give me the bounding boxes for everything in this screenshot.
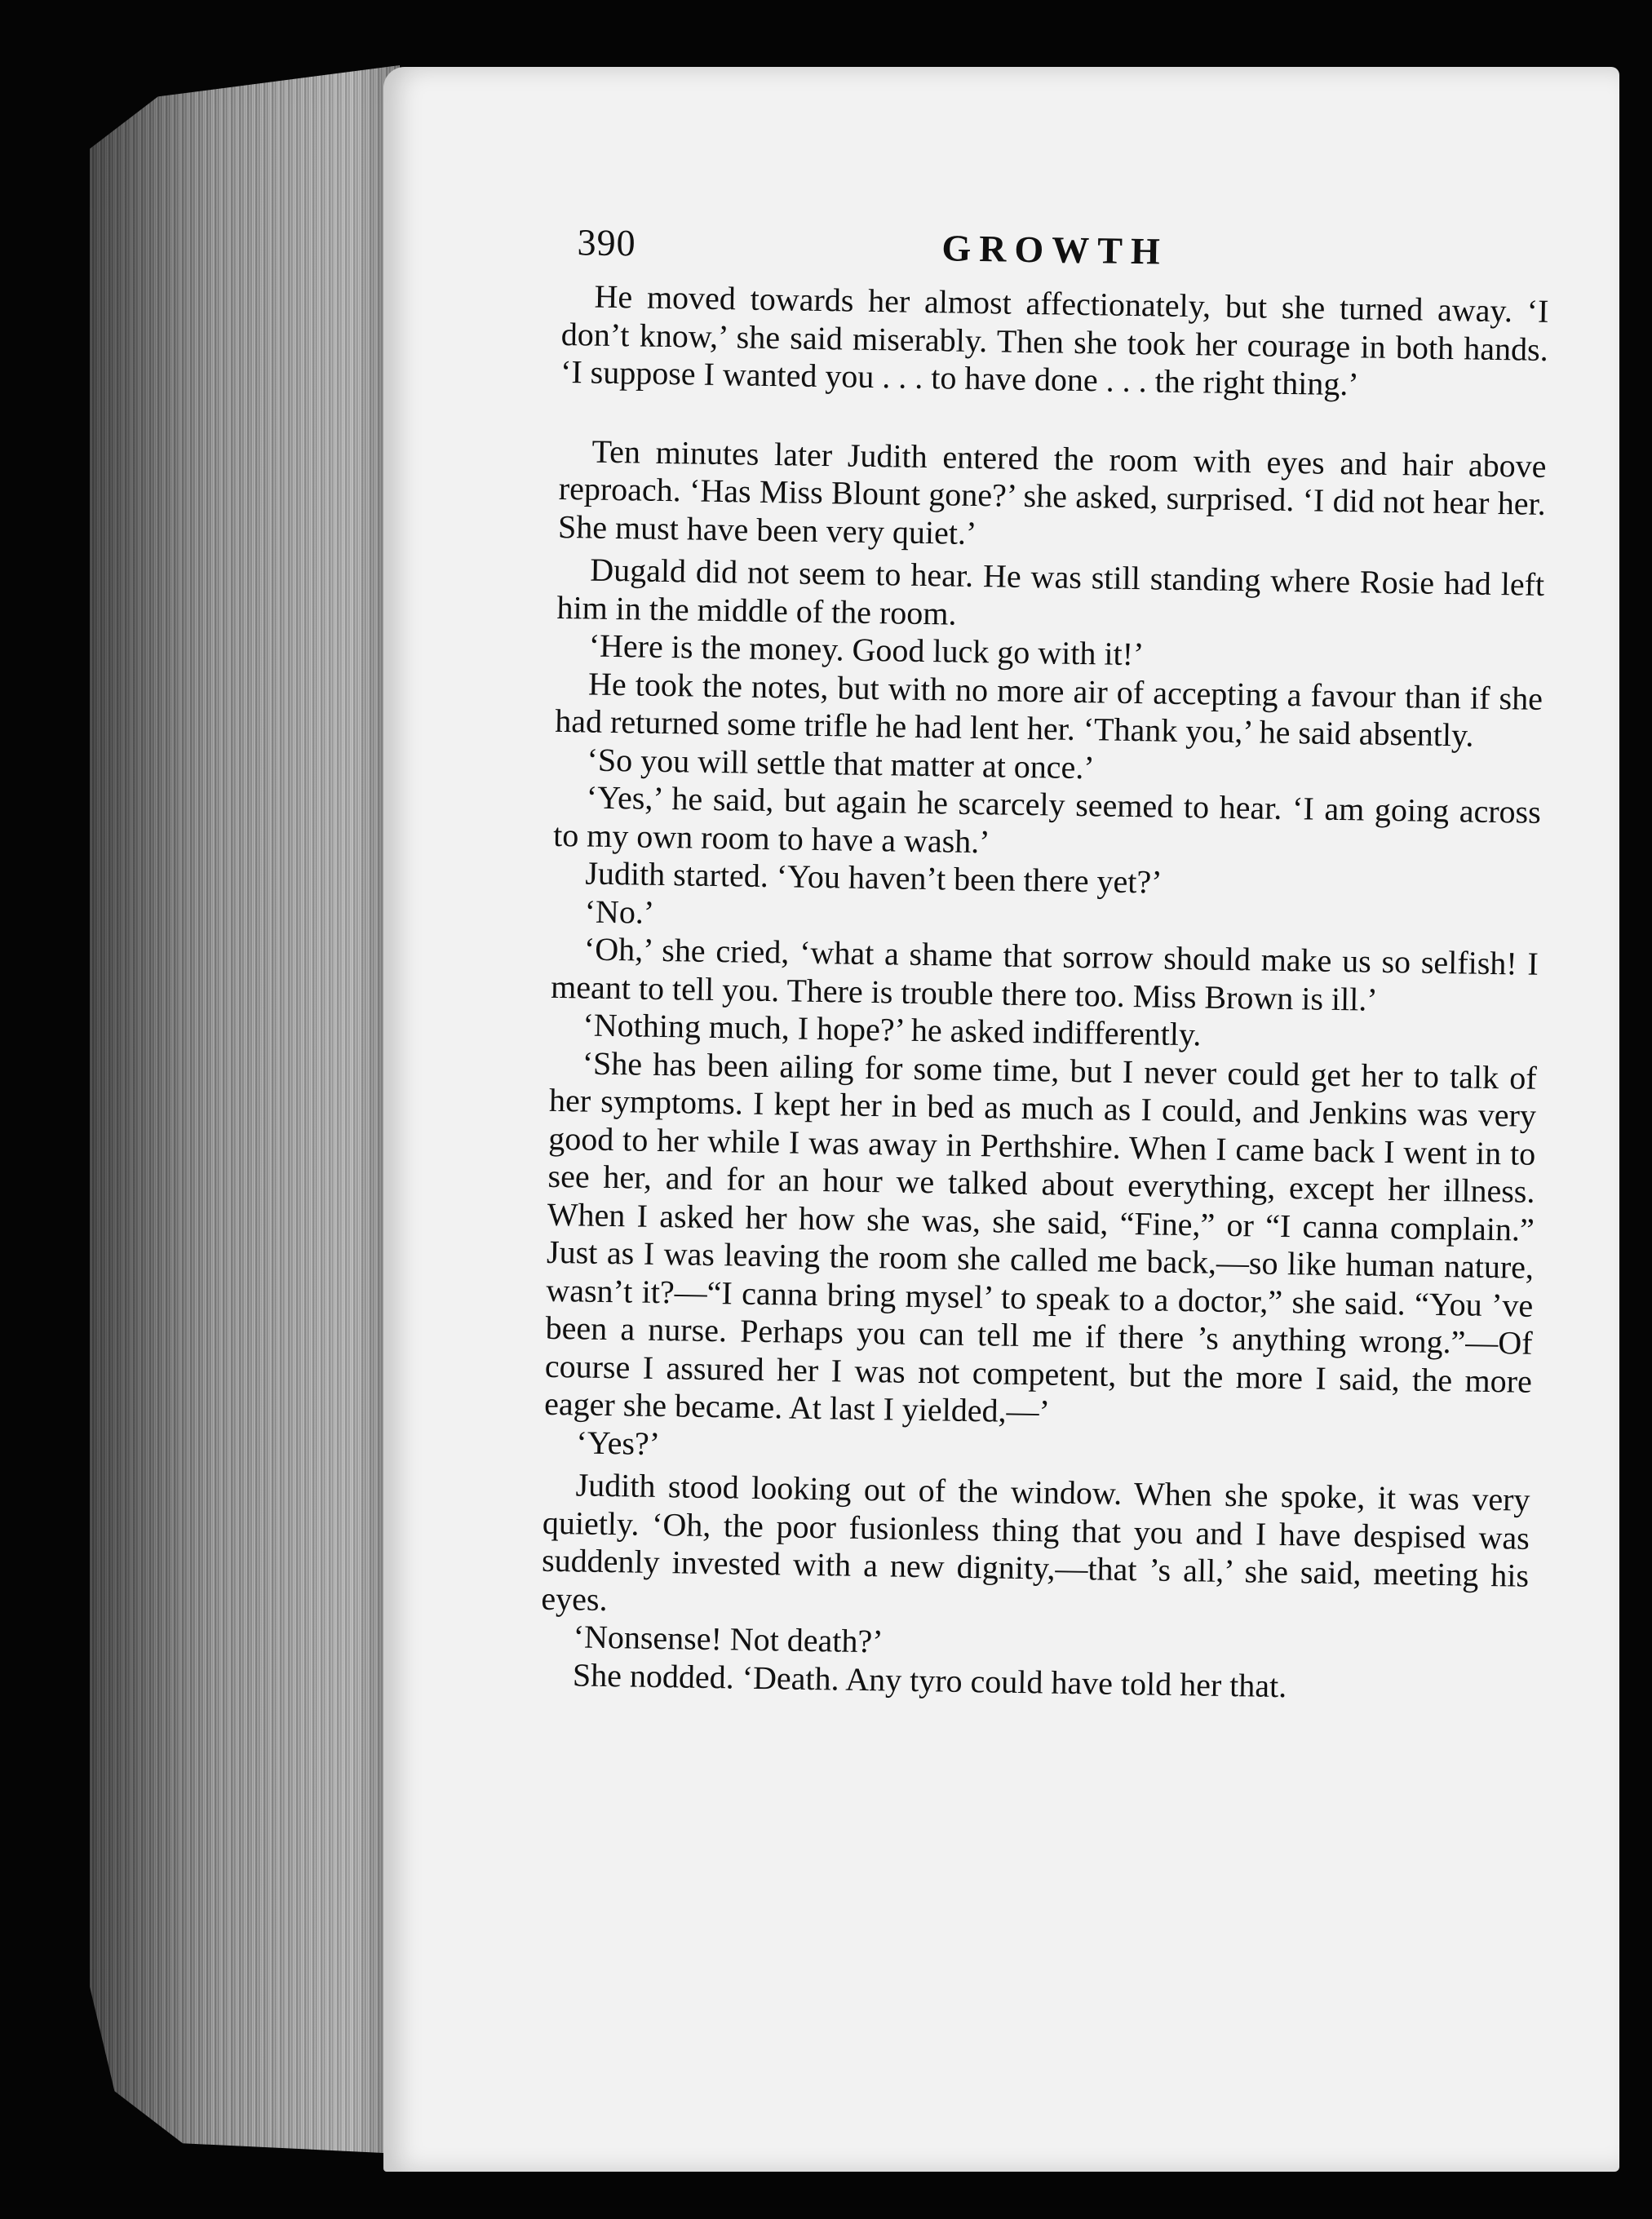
paragraph: ‘Yes,’ he said, but again he scarcely seemed to hear. ‘I am going across to my own room to have a wash.’: [552, 778, 1542, 860]
book-page-edges: [90, 65, 400, 2154]
paragraph: ‘She has been ailing for some time, but I never could get her to talk of her symptoms. I kept her in bed as much as I could, and Jenkins was very good to her while I was away in Perthshire. When I came back I went in to see her, and for an hour we talked about everything, except her illness. When I asked her how she was, she said, “Fine,” or “I canna complain.” Just as I was leaving the room she called me back,—so like human nature, wasn’t it?—“I canna bring mysel’ to speak to a doctor,” she said. “You ’ve been a nurse. Perhaps you can tell me if there ’s anything wrong.”—Of course I assured her I was not competent, but the more I said, the more eager she became. At last I yielded,—’: [543, 1044, 1537, 1430]
paragraph: ‘No.’: [584, 892, 655, 931]
paragraph: She nodded. ‘Death. Any tyro could have told her that.: [572, 1655, 1287, 1704]
paragraph: He took the notes, but with no more air of accepting a favour than if she had returned some trifle he had lent her. ‘Thank you,’ he said absently.: [555, 665, 1543, 754]
paragraph: ‘Oh,’ she cried, ‘what a shame that sorrow should make us so selfish! I meant to tell you. There is trouble there too. Miss Brown is ill.’: [550, 930, 1539, 1018]
page-text-block: [540, 220, 1550, 1709]
paragraph: ‘Nothing much, I hope?’ he asked indifferently.: [582, 1006, 1202, 1053]
paragraph: Judith stood looking out of the window. When she spoke, it was very quietly. ‘Oh, the poor fusionless thing that you and I have despised was suddenly invested with a new dignity,—that ’s all,’ she said, meeting his eyes.: [541, 1466, 1530, 1618]
paragraph: ‘Yes?’: [576, 1423, 661, 1462]
paragraph: Dugald did not seem to hear. He was still standing where Rosie had left him in the middle of the room.: [556, 551, 1545, 632]
paragraph: He moved towards her almost affectionately, but she turned away. ‘I don’t know,’ she said miserably. Then she took her courage in both hands. ‘I suppose I wanted you . . . to have done . . . the right thing.’: [560, 277, 1549, 403]
paragraph: Ten minutes later Judith entered the room with eyes and hair above reproach. ‘Has Miss Blount gone?’ she asked, surprised. ‘I did not hear her. She must have been very quiet.’: [557, 432, 1547, 551]
paragraph: ‘Here is the money. Good luck go with it!’: [588, 627, 1145, 673]
running-title: GROWTH: [941, 227, 1169, 272]
page-number: 390: [577, 221, 636, 264]
paragraph: ‘So you will settle that matter at once.’: [587, 741, 1095, 786]
paragraph: ‘Nonsense! Not death?’: [573, 1618, 884, 1660]
paragraph: Judith started. ‘You haven’t been there yet?’: [585, 854, 1163, 901]
